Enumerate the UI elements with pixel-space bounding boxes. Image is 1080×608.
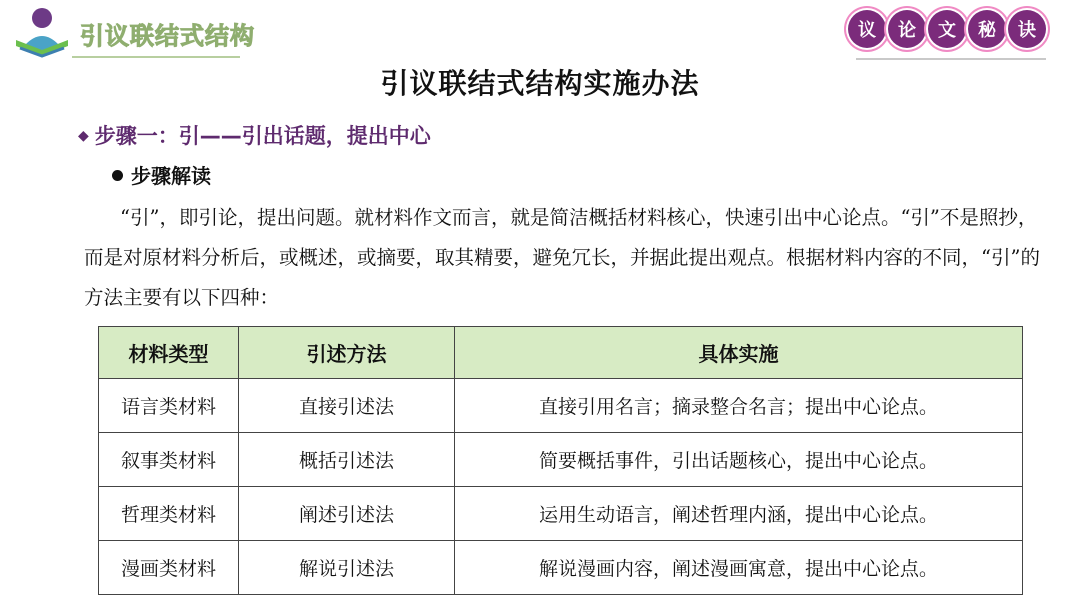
table-row — [99, 541, 1023, 595]
page-title: 引议联结式结构实施办法 — [380, 67, 700, 100]
reader-logo-icon — [12, 4, 72, 60]
methods-table — [98, 326, 1023, 595]
diamond-bullet-icon: ◆ — [78, 128, 89, 144]
dot-bullet-icon — [112, 170, 123, 181]
step-heading-text: 步骤一：引——引出话题，提出中心 — [94, 124, 431, 148]
table-row — [99, 433, 1023, 487]
table-cell: 解说引述法 — [239, 541, 455, 595]
section-title-underline — [72, 56, 240, 58]
badge: 诀 — [1008, 10, 1046, 48]
table-cell: 运用生动语言，阐述哲理内涵，提出中心论点。 — [455, 487, 1023, 541]
table-row — [99, 379, 1023, 433]
table-cell: 语言类材料 — [99, 379, 239, 433]
column-header: 具体实施 — [455, 327, 1023, 379]
badge: 文 — [928, 10, 966, 48]
step-heading — [78, 120, 431, 150]
table-header-row — [99, 327, 1023, 379]
badge-group — [848, 10, 1046, 48]
table-cell: 简要概括事件，引出话题核心，提出中心论点。 — [455, 433, 1023, 487]
column-header: 引述方法 — [239, 327, 455, 379]
badge: 议 — [848, 10, 886, 48]
body-paragraph: “引”，即引论，提出问题。就材料作文而言，就是简洁概括材料核心，快速引出中心论点。“引”不是照抄，而是对原材料分析后，或概述，或摘要，取其精要，避免冗长，并据此提出观点。根据材料内容的不同，“引”的方法主要有以下四种： — [84, 206, 1040, 309]
table-row — [99, 487, 1023, 541]
badge: 论 — [888, 10, 926, 48]
table-cell: 叙事类材料 — [99, 433, 239, 487]
table-cell: 哲理类材料 — [99, 487, 239, 541]
table-cell: 直接引述法 — [239, 379, 455, 433]
table-cell: 直接引用名言；摘录整合名言；提出中心论点。 — [455, 379, 1023, 433]
column-header: 材料类型 — [99, 327, 239, 379]
table-cell: 漫画类材料 — [99, 541, 239, 595]
badge: 秘 — [968, 10, 1006, 48]
table-cell: 解说漫画内容，阐述漫画寓意，提出中心论点。 — [455, 541, 1023, 595]
table-cell: 概括引述法 — [239, 433, 455, 487]
section-title: 引议联结式结构 — [80, 22, 255, 50]
subheading-text: 步骤解读 — [131, 164, 211, 188]
subheading — [112, 160, 211, 189]
badge-underline — [856, 58, 1046, 60]
table-cell: 阐述引述法 — [239, 487, 455, 541]
